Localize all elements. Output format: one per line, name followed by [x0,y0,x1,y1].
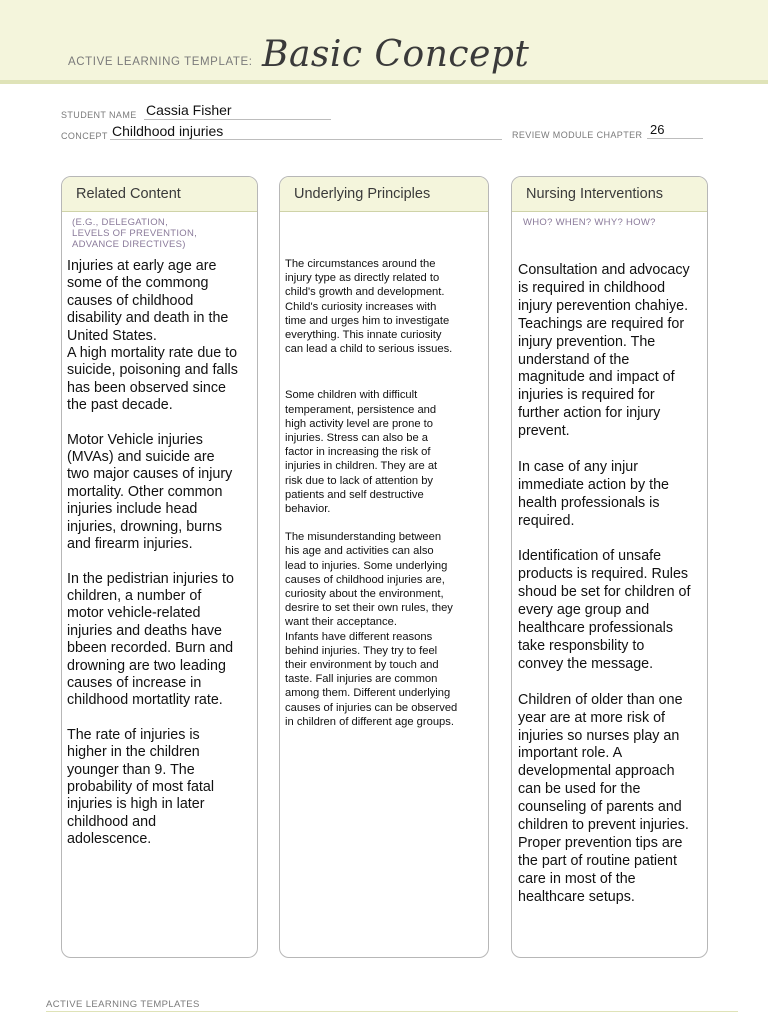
nursing-interventions-panel [511,176,708,958]
text-line: their environment by touch and [285,659,439,672]
text-line: The rate of injuries is [67,726,200,743]
nursing-interventions-subtitle: WHO? WHEN? WHY? HOW? [523,217,656,228]
template-label: ACTIVE LEARNING TEMPLATE: [68,56,253,68]
text-line: curiosity about the environment, [285,588,444,601]
text-line: Consultation and advocacy [518,262,690,278]
text-line: Some children with difficult [285,389,418,402]
text-line: year are at more risk of [518,709,665,726]
text-line: injuries. Stress can also be a [285,432,429,445]
text-line: counseling of parents and [518,799,682,816]
text-line: probability of most fatal [67,778,215,795]
text-paragraph [518,692,706,907]
text-line: injuries is high in later [67,796,205,813]
text-line: risk due to lack of attention by [285,474,434,487]
text-line: some of the commong [67,275,209,292]
text-line: factor in increasing the risk of [285,446,431,459]
student-name-value[interactable]: Cassia Fisher [146,102,232,118]
text-line: In the pedistrian injuries to [67,570,234,587]
text-line: in children of different age groups. [285,715,454,728]
text-line: healthcare professionals [518,620,673,637]
text-line: can be used for the [518,781,641,798]
concept-underline [110,139,502,140]
text-line: injuries, drowning, burns [67,518,222,535]
text-line: The misunderstanding between [285,531,442,544]
text-line: behavior. [285,503,331,516]
underlying-principles-panel [279,176,489,958]
header-divider [0,80,768,84]
text-line: Child's curiosity increases with [285,300,437,313]
text-line: understand of the [518,351,630,368]
text-line: higher in the children [67,744,200,761]
text-paragraph [518,262,706,441]
text-line: his age and activities can also [285,545,434,558]
text-line: the part of routine patient [518,852,677,869]
text-line: required. [518,512,575,529]
text-paragraph [67,432,255,554]
text-line: adolescence. [67,831,152,848]
text-line: take responsbility to [518,638,645,654]
text-line: (MVAs) and suicide are [67,449,215,466]
text-line: injury type as directly related to [285,272,440,285]
text-line: injuries in children. They are at [285,460,438,473]
text-line: child's growth and development. [285,286,445,299]
text-line: lead to injuries. Some underlying [285,559,448,572]
text-line: causes of childhood [67,292,194,309]
text-paragraph [518,459,706,531]
text-line: children, a number of [67,587,202,604]
underlying-principles-header: Underlying Principles [280,177,488,212]
review-chapter-underline [647,138,703,139]
text-line: shoud be set for children of [518,584,691,601]
text-line: healthcare setups. [518,888,635,905]
text-line: causes of increase in [67,674,202,691]
text-line: childhood and [67,813,157,830]
text-paragraph [285,257,489,356]
text-line: causes of injuries can be observed [285,701,458,714]
student-name-label: STUDENT NAME [61,110,137,120]
text-line: Infants have different reasons [285,630,433,643]
text-paragraph [285,388,489,516]
text-line: mortality. Other common [67,483,223,500]
text-line: temperament, persistence and [285,403,437,416]
text-line: and firearm injuries. [67,536,193,553]
text-line: causes of childhood injuries are, [285,573,445,586]
text-line: Proper prevention tips are [518,834,683,851]
underlying-principles-body[interactable] [285,257,489,729]
text-line: products is required. Rules [518,566,689,583]
text-paragraph [67,258,255,415]
text-line: In case of any injur [518,458,639,475]
text-line: injury prevention. The [518,333,656,350]
text-line: every age group and [518,602,650,619]
related-content-header: Related Content [62,177,257,212]
text-line: disability and death in the [67,310,229,327]
text-line: bbeen recorded. Burn and [67,640,234,657]
text-paragraph [518,548,706,673]
text-line: Teachings are required for [518,315,685,332]
footer-label: ACTIVE LEARNING TEMPLATES [46,999,200,1010]
text-line: children to prevent injuries. [518,817,689,834]
text-line: Children of older than one [518,691,683,708]
text-line: desrire to set their own rules, they [285,602,453,615]
related-content-panel [61,176,258,958]
text-line: Motor Vehicle injuries [67,431,203,448]
nursing-interventions-body[interactable] [518,262,706,924]
footer-divider [46,1011,738,1012]
text-line: Injuries at early age are [67,258,217,274]
text-line: magnitude and impact of [518,369,675,386]
text-line: A high mortality rate due to [67,345,238,362]
text-line: United States. [67,327,157,344]
text-line: among them. Different underlying [285,687,451,700]
student-name-underline [144,119,331,120]
concept-value[interactable]: Childhood injuries [112,123,224,139]
text-line: injuries and deaths have [67,622,222,639]
text-line: is required in childhood [518,279,666,296]
text-line: care in most of the [518,870,636,887]
text-line: immediate action by the [518,476,669,493]
text-line: injuries so nurses play an [518,727,680,744]
text-line: can lead a child to serious issues. [285,343,453,356]
text-line: taste. Fall injuries are common [285,673,438,686]
text-line: motor vehicle-related [67,605,201,622]
text-line: developmental approach [518,763,675,780]
related-content-subtitle: (E.G., DELEGATION, LEVELS OF PREVENTION, ADVANCE DIRECTIVES) [72,217,198,250]
text-line: drowning are two leading [67,657,226,674]
text-line: suicide, poisoning and falls [67,362,238,379]
page-title: Basic Concept [262,34,530,75]
text-line: the past decade. [67,397,173,414]
nursing-interventions-header: Nursing Interventions [512,177,707,212]
text-line: The circumstances around the [285,258,436,270]
text-line: patients and self destructive [285,488,424,501]
text-line: want their acceptance. [285,616,397,629]
review-chapter-label: REVIEW MODULE CHAPTER [512,130,643,140]
concept-label: CONCEPT [61,131,108,141]
text-line: convey the message. [518,655,654,672]
text-line: Identification of unsafe [518,548,662,565]
text-line: two major causes of injury [67,466,233,483]
text-line: injuries include head [67,501,198,518]
text-line: important role. A [518,745,623,762]
text-paragraph [285,530,489,729]
related-content-body[interactable] [67,258,255,866]
text-line: high activity level are prone to [285,417,434,430]
text-line: injuries is required for [518,387,655,404]
text-paragraph [67,727,255,849]
text-line: younger than 9. The [67,761,195,778]
text-line: health professionals is [518,494,660,511]
text-line: further action for injury [518,405,661,422]
review-chapter-value[interactable]: 26 [650,122,665,137]
text-line: childhood mortatlity rate. [67,692,223,709]
text-line: everything. This innate curiosity [285,329,442,342]
text-paragraph [67,571,255,710]
text-line: has been observed since [67,379,226,396]
text-line: injury perevention chahiye. [518,297,689,314]
text-line: behind injuries. They try to feel [285,644,438,657]
text-line: time and urges him to investigate [285,314,450,327]
text-line: prevent. [518,423,570,440]
